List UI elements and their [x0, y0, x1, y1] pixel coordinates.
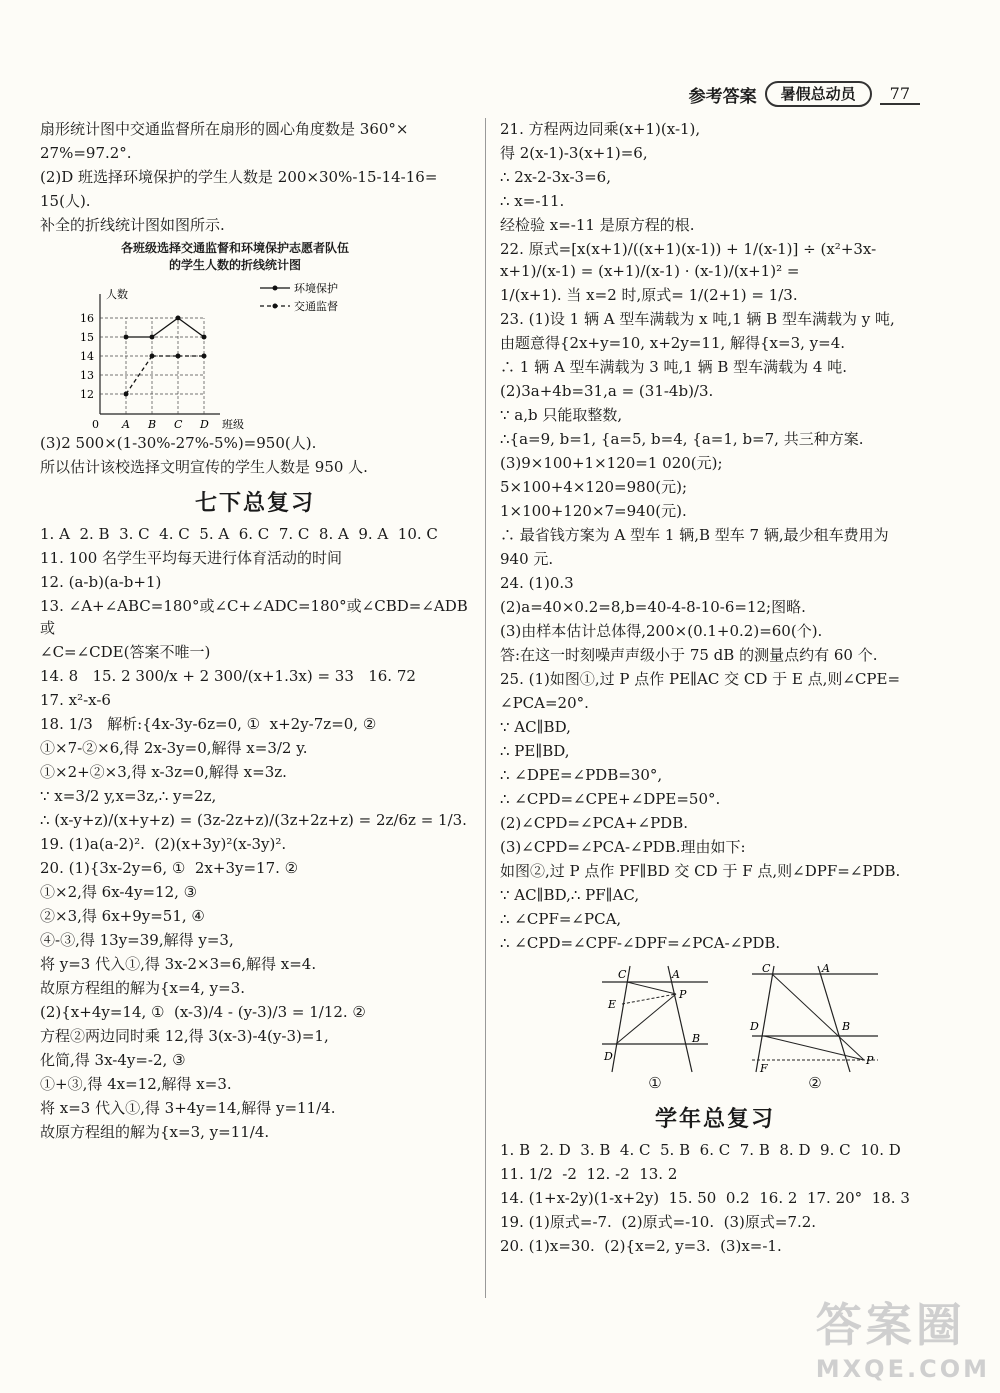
answer-line: ∴ x=-11. [500, 192, 565, 210]
x-tick-label: B [148, 418, 157, 431]
answer-line: (2)3a+4b=31,a = (31-4b)/3. [500, 382, 714, 400]
page-number: 77 [880, 84, 920, 105]
line-chart [60, 240, 470, 431]
answer-line: ①×2,得 6x-4y=12, ③ [40, 883, 198, 901]
answer-line: 1×100+120×7=940(元). [500, 502, 687, 520]
data-point [202, 354, 207, 359]
series-line-segment [152, 318, 178, 337]
fig1-label: A [672, 968, 680, 981]
figure-1-diagram [600, 964, 710, 1074]
answer-line: (2)∠CPD=∠PCA+∠PDB. [500, 814, 688, 832]
y-axis-label: 人数 [106, 288, 128, 301]
fig1-label: P [679, 988, 687, 1001]
fig2-label: C [762, 962, 771, 975]
answer-line: 所以估计该校选择文明宣传的学生人数是 950 人. [40, 458, 368, 476]
data-point [150, 335, 155, 340]
answer-line: 5×100+4×120=980(元); [500, 478, 688, 496]
data-point [124, 392, 129, 397]
right-main-text [500, 118, 930, 954]
left-column [40, 118, 473, 1145]
watermark-text: 答案圈 [815, 1298, 966, 1352]
answer-line: ∴ 2x-2-3x-3=6, [500, 168, 611, 186]
answer-line: ∵ x=3/2 y,x=3z,∴ y=2z, [40, 787, 217, 805]
answer-line: 由题意得{2x+y=10, x+2y=11, 解得{x=3, y=4. [500, 334, 846, 352]
watermark-logo [816, 1289, 990, 1383]
answer-line: (2)D 班选择环境保护的学生人数是 200×30%-15-14-16= [40, 168, 438, 186]
answer-line: ∠PCA=20°. [500, 694, 589, 712]
answer-line: 12. (a-b)(a-b+1) [40, 573, 162, 591]
fig2-label: D [750, 1020, 759, 1033]
watermark-url: MXQE.COM [815, 1355, 990, 1383]
figure-2-caption: ② [808, 1074, 822, 1092]
answer-line: 补全的折线统计图如图所示. [40, 216, 225, 234]
right-bottom-text [500, 1139, 930, 1257]
answer-line: ∴ 1 辆 A 型车满载为 3 吨,1 辆 B 型车满载为 4 吨. [500, 358, 848, 376]
reference-answer-label: 参考答案 [688, 86, 757, 107]
figure-2-diagram [750, 964, 880, 1074]
answer-line: 19. (1)原式=-7. (2)原式=-10. (3)原式=7.2. [500, 1213, 817, 1231]
answer-line: ∠C=∠CDE(答案不唯一) [40, 643, 211, 661]
answer-line: 22. 原式=[x(x+1)/((x+1)(x-1)) + 1/(x-1)] ÷ (x²+3x-x+1)/(x-1) = (x+1)/(x-1) · (x-1)/(x+1)² = [500, 240, 877, 280]
section-title-review-7: 七下总复习 [194, 491, 315, 516]
answer-line: ∵ AC∥BD, [500, 718, 571, 736]
answer-line: 13. ∠A+∠ABC=180°或∠C+∠ADC=180°或∠CBD=∠ADB 或 [40, 597, 473, 637]
answer-line: (3)9×100+1×120=1 020(元); [500, 454, 723, 472]
answer-line: 如图②,过 P 点作 PF∥BD 交 CD 于 F 点,则∠DPF=∠PDB. [500, 862, 901, 880]
x-tick-label: D [200, 418, 209, 431]
left-mid-text [40, 432, 470, 478]
answer-line: ∴ PE∥BD, [500, 742, 570, 760]
answer-line: ②×3,得 6x+9y=51, ④ [40, 907, 205, 925]
answer-line: ④-③,得 13y=39,解得 y=3, [40, 931, 234, 949]
data-point [176, 354, 181, 359]
answer-line: 得 2(x-1)-3(x+1)=6, [500, 144, 648, 162]
answer-line: 20. (1)x=30. (2){x=2, y=3. (3)x=-1. [500, 1237, 782, 1255]
answer-line: 故原方程组的解为{x=3, y=11/4. [40, 1123, 270, 1141]
answer-line: 将 x=3 代入①,得 3+4y=14,解得 y=11/4. [40, 1099, 336, 1117]
answer-line: ①×7-②×6,得 2x-3y=0,解得 x=3/2 y. [40, 739, 308, 757]
answer-line: 1/(x+1). 当 x=2 时,原式= 1/(2+1) = 1/3. [500, 286, 798, 304]
data-point [124, 335, 129, 340]
answer-line: 25. (1)如图①,过 P 点作 PE∥AC 交 CD 于 E 点,则∠CPE= [500, 670, 901, 688]
legend-marker [273, 304, 278, 309]
answer-line: ∴ 最省钱方案为 A 型车 1 辆,B 型车 7 辆,最少租车费用为 [500, 526, 889, 544]
answer-line: ∴ (x-y+z)/(x+y+z) = (3z-2z+z)/(3z+2z+z) = 2z/6z = 1/3. [40, 811, 467, 829]
geometry-figures [600, 964, 930, 1092]
page-header [689, 80, 920, 108]
book-title: 暑假总动员 [765, 81, 872, 107]
answer-line: 14. 8 15. 2 300/x + 2 300/(x+1.3x) = 33 16. 72 [40, 667, 416, 685]
answer-line: (3)2 500×(1-30%-27%-5%)=950(人). [40, 434, 317, 452]
y-tick-label: 15 [80, 331, 94, 344]
left-main-text [40, 523, 473, 1143]
y-tick-label: 14 [80, 350, 94, 363]
y-tick-label: 12 [80, 388, 94, 401]
answer-line: 19. (1)a(a-2)². (2)(x+3y)²(x-3y)². [40, 835, 287, 853]
left-top-text [40, 118, 470, 236]
series-line-segment [126, 356, 152, 394]
answer-line: ∵ a,b 只能取整数, [500, 406, 623, 424]
fig2-label: F [760, 1062, 768, 1075]
answer-line: 24. (1)0.3 [500, 574, 574, 592]
answer-line: ∵ AC∥BD,∴ PF∥AC, [500, 886, 640, 904]
fig1-label: B [692, 1032, 701, 1045]
answer-line: 经检验 x=-11 是原方程的根. [500, 216, 695, 234]
data-point [150, 354, 155, 359]
answer-line: 17. x²-x-6 [40, 691, 111, 709]
answer-line: 20. (1){3x-2y=6, ① 2x+3y=17. ② [40, 859, 299, 877]
figure-1 [600, 964, 710, 1092]
answer-line: 1. B 2. D 3. B 4. C 5. B 6. C 7. B 8. D 9. C 10. D [500, 1141, 901, 1159]
x-tick-label: A [122, 418, 130, 431]
column-divider [485, 118, 486, 1298]
y-tick-label: 16 [80, 312, 94, 325]
answer-line: 11. 1/2 -2 12. -2 13. 2 [500, 1165, 678, 1183]
fig2-label: A [822, 962, 830, 975]
fig2-label: B [842, 1020, 851, 1033]
answer-line: (3)由样本估计总体得,200×(0.1+0.2)=60(个). [500, 622, 823, 640]
answer-line: 27%=97.2°. [40, 144, 132, 162]
answer-line: 将 y=3 代入①,得 3x-2×3=6,解得 x=4. [40, 955, 317, 973]
answer-line: (2){x+4y=14, ① (x-3)/4 - (y-3)/3 = 1/12. ② [40, 1003, 366, 1021]
x-tick-label: C [174, 418, 183, 431]
fig1-label: E [608, 998, 617, 1011]
x-axis-label: 班级 [222, 418, 244, 431]
answer-line: 21. 方程两边同乘(x+1)(x-1), [500, 120, 701, 138]
answer-line: 1. A 2. B 3. C 4. C 5. A 6. C 7. C 8. A 9. A 10. C [40, 525, 438, 543]
answer-line: 答:在这一时刻噪声声级小于 75 dB 的测量点约有 60 个. [500, 646, 878, 664]
data-point [202, 335, 207, 340]
right-column [500, 118, 930, 1259]
figure-2 [750, 964, 880, 1092]
answer-line: ∴ ∠CPD=∠CPF-∠DPF=∠PCA-∠PDB. [500, 934, 781, 952]
answer-line: ①×2+②×3,得 x-3z=0,解得 x=3z. [40, 763, 287, 781]
answer-line: 扇形统计图中交通监督所在扇形的圆心角度数是 360°× [40, 120, 409, 138]
answer-line: ∴ ∠CPF=∠PCA, [500, 910, 622, 928]
fig1-label: D [604, 1050, 613, 1063]
answer-line: 方程②两边同时乘 12,得 3(x-3)-4(y-3)=1, [40, 1027, 329, 1045]
origin-label: 0 [92, 418, 99, 431]
answer-line: 化简,得 3x-4y=-2, ③ [40, 1051, 186, 1069]
section-title-year-review: 学年总复习 [654, 1107, 775, 1132]
fig2-label: P [866, 1054, 874, 1067]
chart-title: 各班级选择交通监督和环境保护志愿者队伍的学生人数的折线统计图 [120, 241, 349, 272]
legend-label: 环境保护 [294, 282, 338, 295]
answer-line: 故原方程组的解为{x=4, y=3. [40, 979, 246, 997]
answer-line: (2)a=40×0.2=8,b=40-4-8-10-6=12;图略. [500, 598, 806, 616]
chart-svg [60, 274, 360, 431]
answer-line: ①+③,得 4x=12,解得 x=3. [40, 1075, 232, 1093]
answer-line: 14. (1+x-2y)(1-x+2y) 15. 50 0.2 16. 2 17. 20° 18. 3 [500, 1189, 910, 1207]
answer-line: 18. 1/3 解析:{4x-3y-6z=0, ① x+2y-7z=0, ② [40, 715, 377, 733]
answer-line: (3)∠CPD=∠PCA-∠PDB.理由如下: [500, 838, 746, 856]
data-point [176, 316, 181, 321]
answer-line: 940 元. [500, 550, 554, 568]
fig1-label: C [618, 968, 627, 981]
answer-line: ∴ ∠DPE=∠PDB=30°, [500, 766, 663, 784]
answer-line: 11. 100 名学生平均每天进行体育活动的时间 [40, 549, 343, 567]
series-line-segment [178, 318, 204, 337]
figure-1-caption: ① [648, 1074, 662, 1092]
y-tick-label: 13 [80, 369, 94, 382]
legend-marker [273, 286, 278, 291]
answer-line: 23. (1)设 1 辆 A 型车满载为 x 吨,1 辆 B 型车满载为 y 吨, [500, 310, 895, 328]
answer-line: ∴ ∠CPD=∠CPE+∠DPE=50°. [500, 790, 721, 808]
answer-line: ∴{a=9, b=1, {a=5, b=4, {a=1, b=7, 共三种方案. [500, 430, 864, 448]
legend-label: 交通监督 [294, 300, 338, 313]
answer-line: 15(人). [40, 192, 91, 210]
